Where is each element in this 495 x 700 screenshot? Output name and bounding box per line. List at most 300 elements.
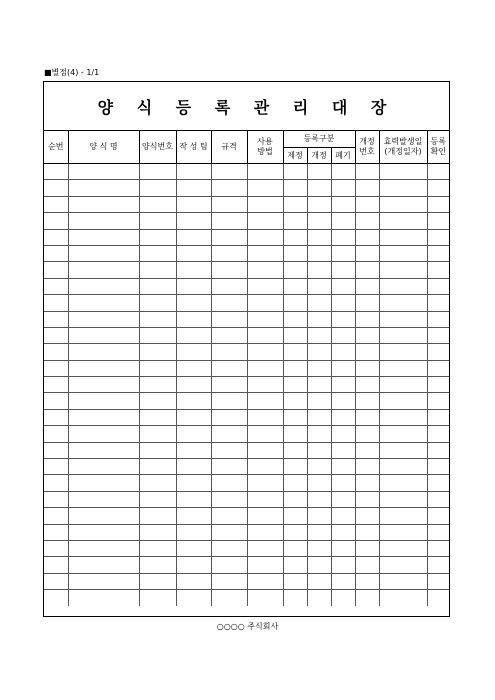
table-cell[interactable]: [139, 491, 176, 507]
table-cell[interactable]: [379, 278, 427, 294]
table-cell[interactable]: [283, 590, 307, 606]
table-cell[interactable]: [355, 262, 379, 278]
table-cell[interactable]: [139, 540, 176, 556]
table-cell[interactable]: [307, 557, 331, 573]
table-cell[interactable]: [247, 590, 283, 606]
table-cell[interactable]: [331, 344, 355, 360]
table-cell[interactable]: [68, 491, 139, 507]
table-cell[interactable]: [379, 459, 427, 475]
table-cell[interactable]: [283, 213, 307, 229]
table-cell[interactable]: [307, 590, 331, 606]
table-cell[interactable]: [379, 295, 427, 311]
table-cell[interactable]: [355, 459, 379, 475]
table-cell[interactable]: [68, 213, 139, 229]
table-cell[interactable]: [211, 196, 247, 212]
table-cell[interactable]: [139, 573, 176, 589]
table-cell[interactable]: [427, 344, 449, 360]
table-cell[interactable]: [307, 393, 331, 409]
table-cell[interactable]: [211, 393, 247, 409]
table-cell[interactable]: [211, 278, 247, 294]
table-cell[interactable]: [68, 262, 139, 278]
table-cell[interactable]: [211, 459, 247, 475]
table-cell[interactable]: [68, 245, 139, 261]
table-cell[interactable]: [283, 393, 307, 409]
table-cell[interactable]: [427, 491, 449, 507]
table-cell[interactable]: [379, 393, 427, 409]
table-cell[interactable]: [283, 573, 307, 589]
table-cell[interactable]: [331, 426, 355, 442]
table-cell[interactable]: [247, 524, 283, 540]
table-cell[interactable]: [379, 377, 427, 393]
table-cell[interactable]: [427, 295, 449, 311]
table-cell[interactable]: [139, 426, 176, 442]
table-cell[interactable]: [44, 573, 68, 589]
table-cell[interactable]: [176, 393, 211, 409]
table-cell[interactable]: [139, 311, 176, 327]
table-cell[interactable]: [44, 409, 68, 425]
table-cell[interactable]: [379, 311, 427, 327]
table-cell[interactable]: [379, 245, 427, 261]
table-cell[interactable]: [176, 442, 211, 458]
table-cell[interactable]: [331, 180, 355, 196]
table-cell[interactable]: [427, 573, 449, 589]
table-cell[interactable]: [355, 360, 379, 376]
table-cell[interactable]: [211, 245, 247, 261]
table-cell[interactable]: [283, 229, 307, 245]
table-cell[interactable]: [283, 442, 307, 458]
table-cell[interactable]: [44, 524, 68, 540]
table-cell[interactable]: [211, 229, 247, 245]
table-cell[interactable]: [331, 442, 355, 458]
table-cell[interactable]: [176, 344, 211, 360]
table-cell[interactable]: [427, 475, 449, 491]
table-cell[interactable]: [355, 196, 379, 212]
table-cell[interactable]: [355, 573, 379, 589]
table-cell[interactable]: [355, 508, 379, 524]
table-cell[interactable]: [211, 442, 247, 458]
table-cell[interactable]: [331, 409, 355, 425]
table-cell[interactable]: [427, 377, 449, 393]
table-cell[interactable]: [283, 344, 307, 360]
table-cell[interactable]: [139, 164, 176, 180]
table-cell[interactable]: [211, 426, 247, 442]
table-cell[interactable]: [211, 557, 247, 573]
table-cell[interactable]: [247, 475, 283, 491]
table-cell[interactable]: [427, 459, 449, 475]
table-cell[interactable]: [68, 295, 139, 311]
table-cell[interactable]: [44, 377, 68, 393]
table-cell[interactable]: [307, 327, 331, 343]
table-cell[interactable]: [355, 590, 379, 606]
table-cell[interactable]: [283, 524, 307, 540]
table-cell[interactable]: [283, 508, 307, 524]
table-cell[interactable]: [427, 245, 449, 261]
table-cell[interactable]: [247, 573, 283, 589]
table-cell[interactable]: [307, 377, 331, 393]
table-cell[interactable]: [307, 491, 331, 507]
table-cell[interactable]: [331, 196, 355, 212]
table-cell[interactable]: [331, 311, 355, 327]
table-cell[interactable]: [68, 196, 139, 212]
table-cell[interactable]: [176, 377, 211, 393]
table-cell[interactable]: [68, 377, 139, 393]
table-cell[interactable]: [247, 491, 283, 507]
table-cell[interactable]: [44, 327, 68, 343]
table-cell[interactable]: [176, 491, 211, 507]
table-cell[interactable]: [427, 508, 449, 524]
table-cell[interactable]: [68, 524, 139, 540]
table-cell[interactable]: [139, 278, 176, 294]
table-cell[interactable]: [427, 229, 449, 245]
table-cell[interactable]: [283, 557, 307, 573]
table-cell[interactable]: [355, 393, 379, 409]
table-cell[interactable]: [139, 360, 176, 376]
table-cell[interactable]: [44, 442, 68, 458]
table-cell[interactable]: [355, 278, 379, 294]
table-cell[interactable]: [68, 180, 139, 196]
table-cell[interactable]: [176, 229, 211, 245]
table-cell[interactable]: [44, 196, 68, 212]
table-cell[interactable]: [307, 196, 331, 212]
table-cell[interactable]: [427, 557, 449, 573]
table-cell[interactable]: [176, 262, 211, 278]
table-cell[interactable]: [139, 196, 176, 212]
table-cell[interactable]: [379, 491, 427, 507]
table-cell[interactable]: [139, 229, 176, 245]
table-cell[interactable]: [247, 311, 283, 327]
table-cell[interactable]: [307, 573, 331, 589]
table-cell[interactable]: [68, 278, 139, 294]
table-cell[interactable]: [307, 540, 331, 556]
table-cell[interactable]: [68, 327, 139, 343]
table-cell[interactable]: [427, 524, 449, 540]
table-cell[interactable]: [307, 459, 331, 475]
table-cell[interactable]: [44, 180, 68, 196]
table-cell[interactable]: [44, 245, 68, 261]
table-cell[interactable]: [355, 311, 379, 327]
table-cell[interactable]: [44, 557, 68, 573]
table-cell[interactable]: [307, 409, 331, 425]
table-cell[interactable]: [176, 164, 211, 180]
table-cell[interactable]: [379, 508, 427, 524]
table-cell[interactable]: [44, 475, 68, 491]
table-cell[interactable]: [247, 409, 283, 425]
table-cell[interactable]: [355, 164, 379, 180]
table-cell[interactable]: [68, 393, 139, 409]
table-cell[interactable]: [427, 360, 449, 376]
table-cell[interactable]: [355, 475, 379, 491]
table-cell[interactable]: [427, 278, 449, 294]
table-cell[interactable]: [68, 508, 139, 524]
table-cell[interactable]: [247, 295, 283, 311]
table-cell[interactable]: [176, 475, 211, 491]
table-cell[interactable]: [331, 229, 355, 245]
table-cell[interactable]: [283, 180, 307, 196]
table-cell[interactable]: [379, 540, 427, 556]
table-cell[interactable]: [331, 508, 355, 524]
table-cell[interactable]: [355, 229, 379, 245]
table-cell[interactable]: [427, 540, 449, 556]
table-cell[interactable]: [307, 245, 331, 261]
table-cell[interactable]: [307, 262, 331, 278]
table-cell[interactable]: [68, 344, 139, 360]
table-cell[interactable]: [355, 213, 379, 229]
table-cell[interactable]: [247, 393, 283, 409]
table-cell[interactable]: [355, 295, 379, 311]
table-cell[interactable]: [139, 377, 176, 393]
table-cell[interactable]: [283, 311, 307, 327]
table-cell[interactable]: [355, 491, 379, 507]
table-cell[interactable]: [139, 393, 176, 409]
table-cell[interactable]: [283, 196, 307, 212]
table-cell[interactable]: [283, 491, 307, 507]
table-cell[interactable]: [355, 245, 379, 261]
table-cell[interactable]: [379, 557, 427, 573]
table-cell[interactable]: [355, 557, 379, 573]
table-cell[interactable]: [211, 590, 247, 606]
table-cell[interactable]: [331, 327, 355, 343]
table-cell[interactable]: [44, 360, 68, 376]
table-cell[interactable]: [211, 508, 247, 524]
table-cell[interactable]: [139, 344, 176, 360]
table-cell[interactable]: [44, 459, 68, 475]
table-cell[interactable]: [427, 180, 449, 196]
table-cell[interactable]: [379, 524, 427, 540]
table-cell[interactable]: [283, 327, 307, 343]
table-cell[interactable]: [44, 164, 68, 180]
table-cell[interactable]: [331, 245, 355, 261]
table-cell[interactable]: [176, 196, 211, 212]
table-cell[interactable]: [211, 262, 247, 278]
table-cell[interactable]: [427, 311, 449, 327]
table-cell[interactable]: [427, 196, 449, 212]
table-cell[interactable]: [331, 491, 355, 507]
table-cell[interactable]: [307, 278, 331, 294]
table-cell[interactable]: [139, 590, 176, 606]
table-cell[interactable]: [68, 409, 139, 425]
table-cell[interactable]: [68, 573, 139, 589]
table-cell[interactable]: [331, 557, 355, 573]
table-cell[interactable]: [379, 360, 427, 376]
table-cell[interactable]: [247, 278, 283, 294]
table-cell[interactable]: [176, 327, 211, 343]
table-cell[interactable]: [355, 327, 379, 343]
table-cell[interactable]: [355, 344, 379, 360]
table-cell[interactable]: [331, 278, 355, 294]
table-cell[interactable]: [307, 360, 331, 376]
table-cell[interactable]: [379, 344, 427, 360]
table-cell[interactable]: [211, 491, 247, 507]
table-cell[interactable]: [176, 180, 211, 196]
table-cell[interactable]: [44, 295, 68, 311]
table-cell[interactable]: [44, 590, 68, 606]
table-cell[interactable]: [283, 459, 307, 475]
table-cell[interactable]: [176, 540, 211, 556]
table-cell[interactable]: [68, 229, 139, 245]
table-cell[interactable]: [427, 213, 449, 229]
table-cell[interactable]: [331, 164, 355, 180]
table-cell[interactable]: [247, 213, 283, 229]
table-cell[interactable]: [283, 409, 307, 425]
table-cell[interactable]: [247, 164, 283, 180]
table-cell[interactable]: [331, 377, 355, 393]
table-cell[interactable]: [307, 475, 331, 491]
table-cell[interactable]: [355, 540, 379, 556]
table-cell[interactable]: [68, 475, 139, 491]
table-cell[interactable]: [331, 295, 355, 311]
table-cell[interactable]: [331, 475, 355, 491]
table-cell[interactable]: [427, 590, 449, 606]
table-cell[interactable]: [247, 196, 283, 212]
table-cell[interactable]: [176, 426, 211, 442]
table-cell[interactable]: [427, 393, 449, 409]
table-cell[interactable]: [307, 229, 331, 245]
table-cell[interactable]: [247, 540, 283, 556]
table-cell[interactable]: [307, 164, 331, 180]
table-cell[interactable]: [211, 311, 247, 327]
table-cell[interactable]: [307, 344, 331, 360]
table-cell[interactable]: [331, 459, 355, 475]
table-cell[interactable]: [427, 442, 449, 458]
table-cell[interactable]: [44, 213, 68, 229]
table-cell[interactable]: [307, 426, 331, 442]
table-cell[interactable]: [211, 475, 247, 491]
table-cell[interactable]: [247, 327, 283, 343]
table-cell[interactable]: [307, 508, 331, 524]
table-cell[interactable]: [283, 262, 307, 278]
table-cell[interactable]: [283, 245, 307, 261]
table-cell[interactable]: [355, 409, 379, 425]
table-cell[interactable]: [176, 278, 211, 294]
table-cell[interactable]: [247, 459, 283, 475]
table-cell[interactable]: [44, 393, 68, 409]
table-cell[interactable]: [283, 540, 307, 556]
table-cell[interactable]: [379, 573, 427, 589]
table-cell[interactable]: [247, 229, 283, 245]
table-cell[interactable]: [176, 524, 211, 540]
table-cell[interactable]: [307, 442, 331, 458]
table-cell[interactable]: [283, 278, 307, 294]
table-cell[interactable]: [139, 295, 176, 311]
table-cell[interactable]: [379, 590, 427, 606]
table-cell[interactable]: [379, 164, 427, 180]
table-cell[interactable]: [139, 475, 176, 491]
table-cell[interactable]: [44, 262, 68, 278]
table-cell[interactable]: [247, 344, 283, 360]
table-cell[interactable]: [139, 409, 176, 425]
table-cell[interactable]: [44, 540, 68, 556]
table-cell[interactable]: [355, 426, 379, 442]
table-cell[interactable]: [283, 426, 307, 442]
table-cell[interactable]: [331, 540, 355, 556]
table-cell[interactable]: [247, 377, 283, 393]
table-cell[interactable]: [68, 590, 139, 606]
table-cell[interactable]: [44, 229, 68, 245]
table-cell[interactable]: [379, 327, 427, 343]
table-cell[interactable]: [427, 327, 449, 343]
table-cell[interactable]: [139, 213, 176, 229]
table-cell[interactable]: [139, 524, 176, 540]
table-cell[interactable]: [176, 573, 211, 589]
table-cell[interactable]: [283, 377, 307, 393]
table-cell[interactable]: [331, 262, 355, 278]
table-cell[interactable]: [379, 180, 427, 196]
table-cell[interactable]: [139, 262, 176, 278]
table-cell[interactable]: [211, 180, 247, 196]
table-cell[interactable]: [307, 524, 331, 540]
table-cell[interactable]: [211, 164, 247, 180]
table-cell[interactable]: [68, 540, 139, 556]
table-cell[interactable]: [211, 295, 247, 311]
table-cell[interactable]: [68, 442, 139, 458]
table-cell[interactable]: [427, 262, 449, 278]
table-cell[interactable]: [44, 491, 68, 507]
table-cell[interactable]: [139, 459, 176, 475]
table-cell[interactable]: [68, 459, 139, 475]
table-cell[interactable]: [139, 180, 176, 196]
table-cell[interactable]: [139, 508, 176, 524]
table-cell[interactable]: [427, 164, 449, 180]
table-cell[interactable]: [176, 360, 211, 376]
table-cell[interactable]: [247, 557, 283, 573]
table-cell[interactable]: [211, 344, 247, 360]
table-cell[interactable]: [176, 459, 211, 475]
table-cell[interactable]: [176, 245, 211, 261]
table-cell[interactable]: [211, 524, 247, 540]
table-cell[interactable]: [283, 164, 307, 180]
table-cell[interactable]: [355, 524, 379, 540]
table-cell[interactable]: [307, 213, 331, 229]
table-cell[interactable]: [379, 426, 427, 442]
table-cell[interactable]: [331, 213, 355, 229]
table-cell[interactable]: [379, 196, 427, 212]
table-cell[interactable]: [247, 508, 283, 524]
table-cell[interactable]: [176, 590, 211, 606]
table-cell[interactable]: [44, 508, 68, 524]
table-cell[interactable]: [139, 245, 176, 261]
table-cell[interactable]: [355, 180, 379, 196]
table-cell[interactable]: [211, 377, 247, 393]
table-cell[interactable]: [211, 327, 247, 343]
table-cell[interactable]: [379, 442, 427, 458]
table-cell[interactable]: [44, 278, 68, 294]
table-cell[interactable]: [211, 540, 247, 556]
table-cell[interactable]: [355, 442, 379, 458]
table-cell[interactable]: [211, 213, 247, 229]
table-cell[interactable]: [176, 295, 211, 311]
table-cell[interactable]: [331, 524, 355, 540]
table-cell[interactable]: [331, 393, 355, 409]
table-cell[interactable]: [283, 360, 307, 376]
table-cell[interactable]: [247, 360, 283, 376]
table-cell[interactable]: [176, 508, 211, 524]
table-cell[interactable]: [427, 409, 449, 425]
table-cell[interactable]: [247, 245, 283, 261]
table-cell[interactable]: [139, 442, 176, 458]
table-cell[interactable]: [379, 213, 427, 229]
table-cell[interactable]: [307, 295, 331, 311]
table-cell[interactable]: [176, 213, 211, 229]
table-cell[interactable]: [211, 409, 247, 425]
table-cell[interactable]: [68, 164, 139, 180]
table-cell[interactable]: [247, 442, 283, 458]
table-cell[interactable]: [247, 262, 283, 278]
table-cell[interactable]: [379, 475, 427, 491]
table-cell[interactable]: [44, 311, 68, 327]
table-cell[interactable]: [176, 557, 211, 573]
table-cell[interactable]: [379, 409, 427, 425]
table-cell[interactable]: [355, 377, 379, 393]
